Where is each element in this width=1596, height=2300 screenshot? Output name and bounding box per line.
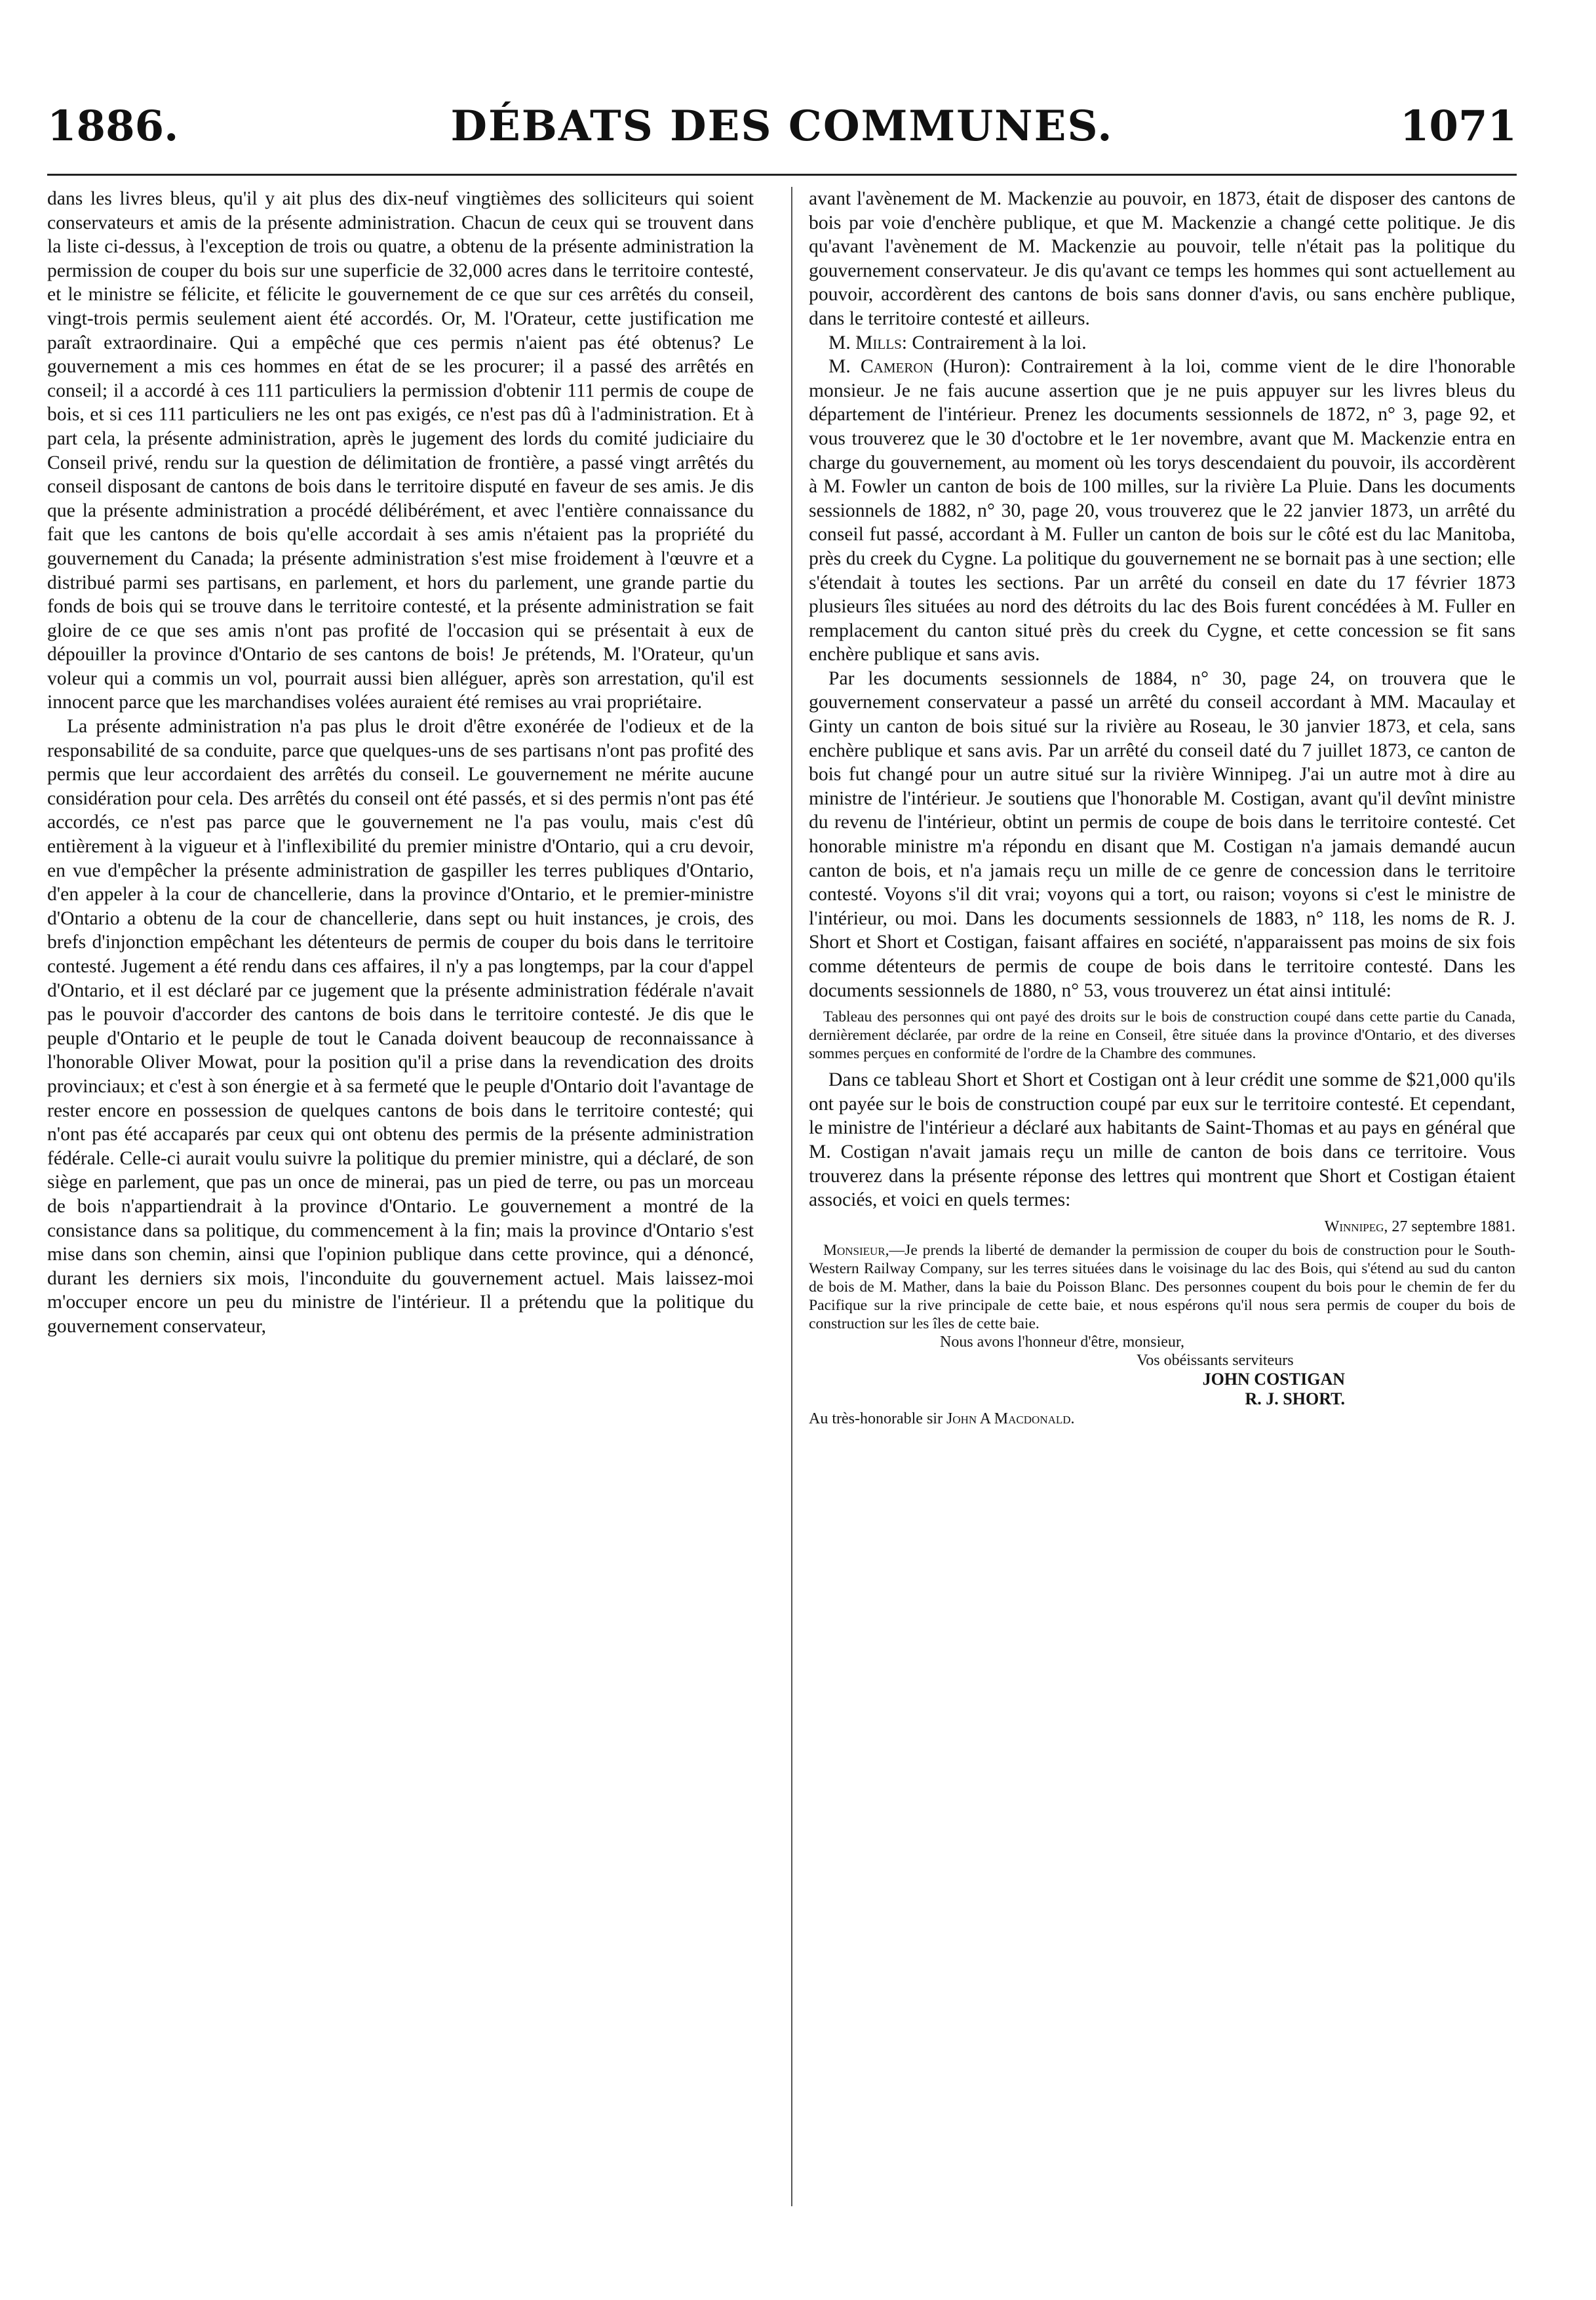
right-column <box>809 187 1515 2246</box>
addressee-name: John A Macdonald <box>946 1410 1071 1427</box>
mills-text: : Contrairement à la loi. <box>901 332 1087 353</box>
speaker-cameron: M. Cameron <box>828 356 933 378</box>
header-page-number: 1071 <box>1399 102 1517 151</box>
dateline-date: , 27 septembre 1881. <box>1384 1218 1515 1235</box>
mills-interjection <box>809 331 1515 355</box>
letter-addressee <box>809 1409 1515 1429</box>
left-paragraph-1: dans les livres bleus, qu'il y ait plus des dix-neuf vingtièmes des solliciteurs qui soient conservateurs et amis de la présente administration. Chacun de ceux qui se trouvent dans la liste ci-dessus, à l'exception de trois ou quatre, a obtenu de la présente administration la permission de couper du bois sur une superficie de 32,000 acres dans le territoire contesté, et le ministre se félicite, et félicite le gouvernement de ce que sur ces arrêtés du conseil, vingt-trois permis seulement aient été accordés. Or, M. l'Orateur, cette justification me paraît extraordinaire. Qui a empêché que ces permis n'aient pas été obtenus? Le gouvernement a mis ces hommes en état de se les procurer; il a passé des arrêtés en conseil; il a accordé à ces 111 particuliers la permission d'obtenir 111 permis de coupe de bois, et si ces 111 particuliers ne les ont pas exigés, ce n'est pas dû à l'administration. Et à part cela, la présente administration, après le jugement des lords du comité judiciaire du Conseil privé, rendu sur la question de délimitation de frontière, a passé vingt arrêtés du conseil disposant de cantons de bois dans le territoire disputé en faveur de ses amis. Je dis que la présente administration a procédé délibérément, et avec l'entière connaissance du fait que les cantons de bois qu'elle accordait à ses amis n'étaient pas la propriété du gouvernement du Canada; la présente administration s'est mise froidement à l'œuvre et a distribué parmi ses partisans, en parlement, et hors du parlement, une grande partie du fonds de bois qui se trouve dans le territoire contesté, et la présente administration se fait gloire de ce que ses amis n'ont pas profité de l'occasion qui se présentait à eux de dépouiller la province d'Ontario de ses cantons de bois! Je prétends, M. l'Orateur, qu'un voleur qui a commis un vol, pourrait aussi bien alléguer, après son arrestation, qu'il est innocent parce que les marchandises volées auraient été remises au vrai propriétaire. <box>47 188 754 713</box>
header-rule <box>47 174 1517 176</box>
page-header <box>47 97 1517 169</box>
right-paragraph-4: Dans ce tableau Short et Short et Costigan ont à leur crédit une somme de $21,000 qu'ils ont payée sur le bois de construction coupé par eux sur le territoire contesté. Et cependant, le ministre de l'intérieur a déclaré aux habitants de Saint-Thomas et au pays en général que M. Costigan n'avait jamais reçu un mille de canton de bois dans ce territoire. Vous trouverez dans la présente réponse des lettres qui montrent que Short et Costigan étaient associés, et voici en quels termes: <box>809 1069 1515 1211</box>
letter-salutation: Monsieur <box>823 1241 886 1259</box>
right-paragraph-3: Par les documents sessionnels de 1884, n° 30, page 24, on trouvera que le gouvernement conservateur a passé un arrêté du conseil accordant à MM. Macaulay et Ginty un canton de bois situé sur la rivière au Roseau, le 30 janvier 1873, et cela, sans enchère publique et sans avis. Par un arrêté du conseil daté du 7 juillet 1873, ce canton de bois fut changé pour un autre situé sur la rivière Winnipeg. J'ai un autre mot à dire au ministre de l'intérieur. Je soutiens que l'honorable M. Costigan, avant qu'il devînt ministre du revenu de l'intérieur, obtint un permis de coupe de bois dans le territoire contesté. Cet honorable ministre m'a répondu en disant que M. Costigan n'a jamais demandé aucun canton de bois, et n'a jamais reçu un mille de ce genre de concession dans le territoire contesté. Voyons s'il dit vrai; voyons qui a tort, ou raison; voyons si c'est le ministre de l'intérieur, ou moi. Dans les documents sessionnels de 1883, n° 118, les noms de R. J. Short et Short et Costigan, faisant affaires en société, n'apparaissent pas moins de six fois comme détenteurs de permis de coupe de bois dans le territoire contesté. Dans les documents sessionnels de 1880, n° 53, vous trouverez un état ainsi intitulé: <box>809 667 1515 1001</box>
letter-dateline <box>809 1212 1515 1241</box>
left-column <box>47 187 754 2246</box>
letter-signature-2: R. J. SHORT. <box>1245 1389 1345 1408</box>
spacer <box>809 1063 1515 1068</box>
addressee-suffix: . <box>1070 1410 1075 1427</box>
letter-body <box>809 1241 1515 1333</box>
header-title: DÉBATS DES COMMUNES. <box>450 102 1114 151</box>
letter-signature-1: JOHN COSTIGAN <box>1202 1369 1345 1389</box>
speaker-mills: M. Mills <box>828 332 902 353</box>
spacer <box>809 1002 1515 1008</box>
left-paragraph-2: La présente administration n'a pas plus le droit d'être exonérée de l'odieux et de la responsabilité de sa conduite, parce que quelques-uns de ses partisans n'ont pas profité des permis que leur accordaient des arrêtés du conseil. Le gouvernement ne mérite aucune considération pour cela. Des arrêtés du conseil ont été passés, et si des permis n'ont pas été accordés, ce n'est pas parce que le gouvernement ne l'a pas voulu, mais c'est dû entièrement à la vigueur et à l'inflexibilité du premier ministre d'Ontario, qui a cru devoir, en vue d'empêcher la présente administration de gaspiller les terres publiques d'Ontario, d'en appeler à la cour de chancellerie, dans la province d'Ontario, et le premier-ministre d'Ontario a obtenu de la cour de chancellerie, dans sept ou huit instances, je crois, des brefs d'injonction empêchant les détenteurs de permis de couper du bois dans le territoire contesté. Jugement a été rendu dans ces affaires, il n'y a pas longtemps, par la cour d'appel d'Ontario, et il est déclaré par ce jugement que la présente administration fédérale n'avait pas le pouvoir d'accorder des cantons de bois dans le territoire contesté. Je dis que le peuple d'Ontario et le peuple de tout le Canada doivent beaucoup de reconnaissance à l'honorable Oliver Mowat, pour la position qu'il a prise dans la revendication des droits provinciaux; et c'est à son énergie et à sa fermeté que le peuple d'Ontario doit l'avantage de rester encore en possession de quelques cantons de bois dans le territoire contesté; qui n'ont pas été accaparés par ceux qui ont obtenu des permis de la présente administration fédérale. Celle-ci aurait voulu suivre la politique du premier ministre, qui a déclaré, de son siège en parlement, que pas un once de minerai, pas un pied de terre, ou pas un morceau de bois n'appartiendrait à la province d'Ontario. Le gouvernement a montré de la consistance dans sa politique, du commencement à la fin; mais la province d'Ontario s'est mise dans son chemin, ainsi que l'opinion publique dans cette province, qui a dénoncé, durant les derniers six mois, l'inconduite du gouvernement actuel. Mais laissez-moi m'occuper encore un peu du ministre de l'intérieur. Il a prétendu que la politique du gouvernement conservateur, <box>47 716 754 1337</box>
table-caption: Tableau des personnes qui ont payé des droits sur le bois de construction coupé dans cette partie du Canada, dernièrement déclarée, par ordre de la reine en Conseil, être située dans la province d'Ontario, et des diverses sommes perçues en conformité de l'ordre de la Chambre des communes. <box>809 1008 1515 1063</box>
header-year: 1886. <box>47 102 179 151</box>
letter-closing-2: Vos obéissants serviteurs <box>1137 1351 1294 1369</box>
right-paragraph-1: avant l'avènement de M. Mackenzie au pouvoir, en 1873, était de disposer des cantons de bois par voie d'enchère publique, et que M. Mackenzie a changé cette politique. Je dis qu'avant l'avènement de M. Mackenzie au pouvoir, telle n'était pas la politique du gouvernement conservateur. Je dis qu'avant ce temps les hommes qui sont actuellement au pouvoir, accordèrent des cantons de bois sans donner d'avis, ou sans enchère publique, dans le territoire contesté et ailleurs. <box>809 188 1515 329</box>
column-divider <box>791 187 792 2206</box>
letter-closing-1: Nous avons l'honneur d'être, monsieur, <box>940 1333 1184 1351</box>
cameron-text: (Huron): Contrairement à la loi, comme vient de le dire l'honorable monsieur. Je ne fais aucune assertion que je ne puis appuyer sur les livres bleus du département de l'intérieur. Prenez les documents sessionnels de 1872, n° 3, page 92, et vous trouverez que le 30 d'octobre et le 1er novembre, avant que M. Mackenzie entra en charge du gouvernement, au moment où les torys descendaient du pouvoir, ils accordèrent à M. Fowler un canton de bois de 100 milles, sur la rivière La Pluie. Dans les documents sessionnels de 1882, n° 30, page 20, vous trouverez que le 22 janvier 1873, un arrêté du conseil fut passé, accordant à M. Fuller un canton de bois sur le côté est du lac Manitoba, près du creek du Cygne. La politique du gouvernement ne se bornait pas à une section; elle s'étendait à toutes les sections. Par un arrêté du conseil en date du 17 février 1873 plusieurs îles situées au nord des détroits du lac des Bois furent concédées à M. Fuller en remplacement du canton situé près du creek du Cygne, et cette concession se fit sans enchère publique et sans avis. <box>809 356 1515 665</box>
letter-body-text: ,—Je prends la liberté de demander la permission de couper du bois de construction pour le South-Western Railway Company, sur les terres situées dans le voisinage du lac des Bois, qui s'étend au sud du canton de bois de M. Mather, dans la baie du Poisson Blanc. Des personnes coupent du bois pour le chemin de fer du Pacifique sur la rive principale de cette baie, et nous espérons qu'il nous sera permis de couper du bois de construction sur les îles de cette baie. <box>809 1241 1515 1332</box>
cameron-speech <box>809 355 1515 667</box>
addressee-prefix: Au très-honorable sir <box>809 1410 946 1427</box>
dateline-city: Winnipeg <box>1324 1218 1384 1235</box>
